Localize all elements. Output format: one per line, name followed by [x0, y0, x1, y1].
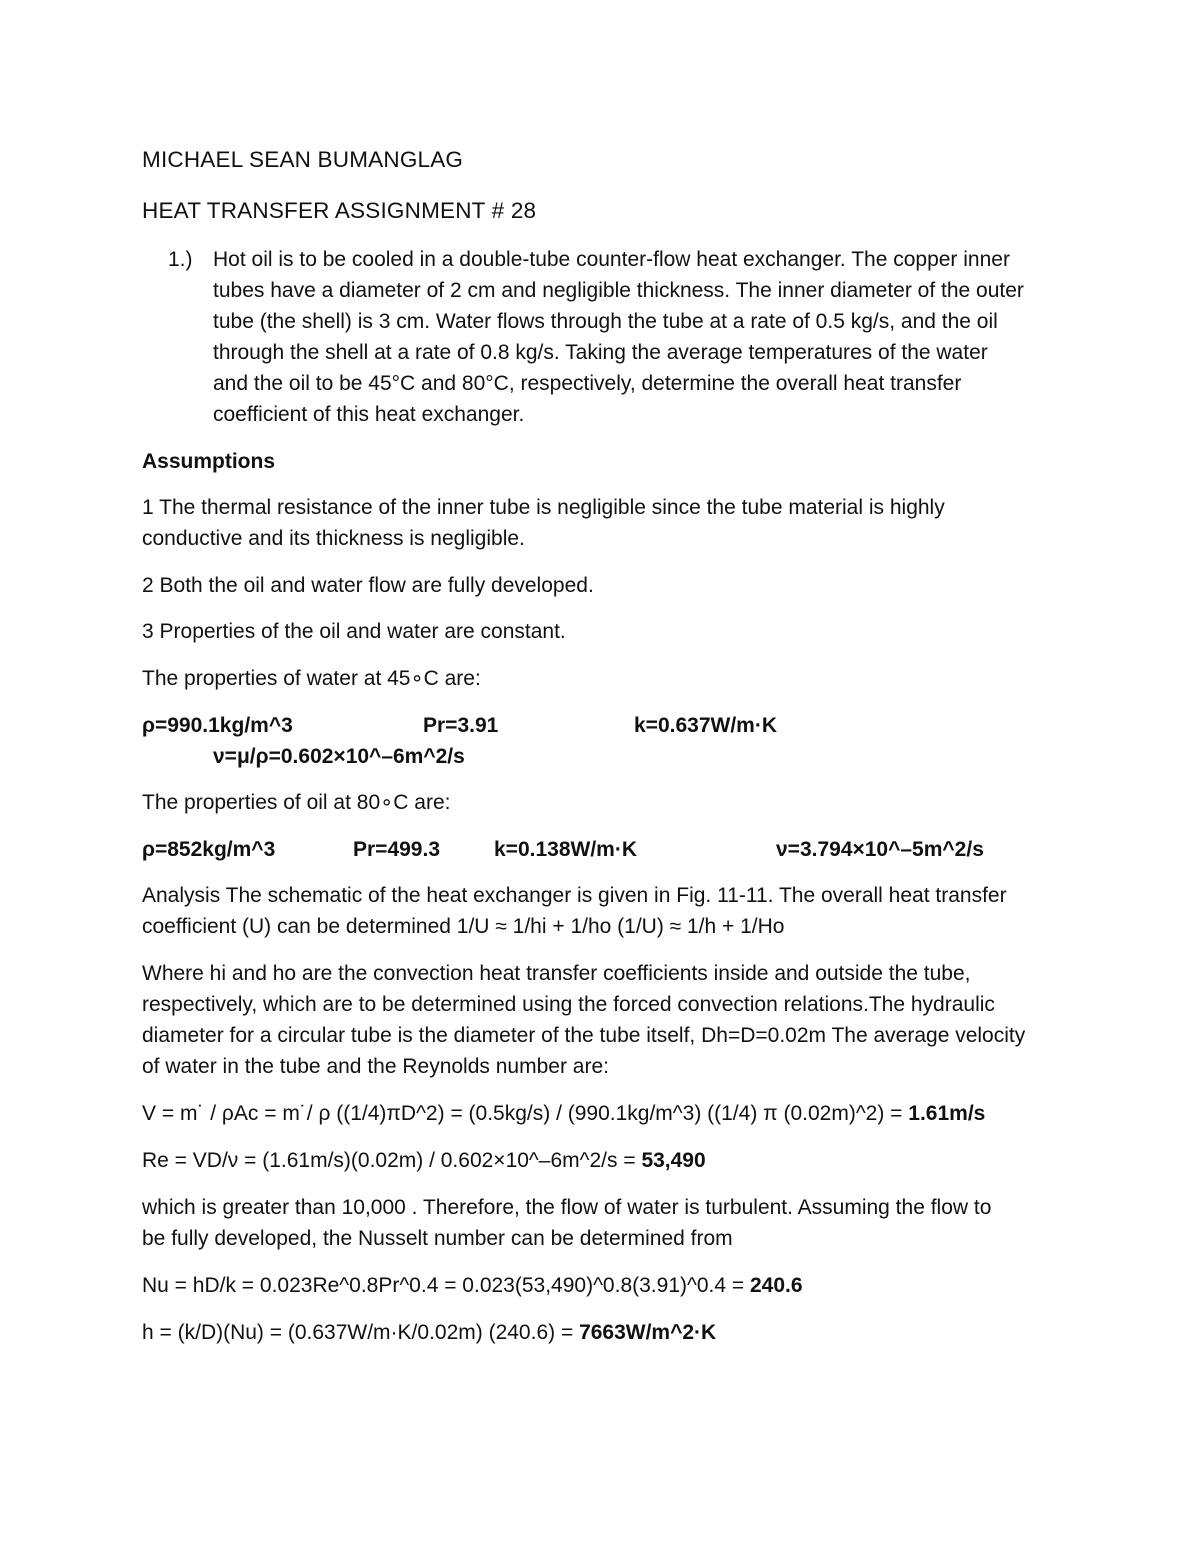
assumption-2: 2 Both the oil and water flow are fully developed. — [142, 574, 594, 597]
nusselt-result: 240.6 — [749, 1274, 803, 1297]
water-viscosity: ν=μ/ρ=0.602×10^–6m^2/s — [213, 745, 465, 768]
problem-number: 1.) — [168, 248, 193, 271]
assumption-1-cont: conductive and its thickness is negligible. — [142, 527, 525, 550]
nusselt-equation-text: Nu = hD/k = 0.023Re^0.8Pr^0.4 = 0.023(53,490)^0.8(3.91)^0.4 = — [142, 1274, 750, 1297]
problem-line: coefficient of this heat exchanger. — [213, 403, 525, 426]
author-name: MICHAEL SEAN BUMANGLAG — [142, 147, 464, 172]
water-density: ρ=990.1kg/m^3 — [142, 714, 293, 737]
assignment-title: HEAT TRANSFER ASSIGNMENT # 28 — [142, 198, 537, 223]
velocity-result: 1.61m/s — [908, 1102, 986, 1125]
convection-paragraph: Where hi and ho are the convection heat transfer coefficients inside and outside the tube, — [142, 962, 971, 985]
oil-conductivity: k=0.138W/m·K — [494, 838, 637, 861]
analysis-paragraph: Analysis The schematic of the heat exchanger is given in Fig. 11-11. The overall heat transfer — [142, 884, 1007, 907]
oil-viscosity: ν=3.794×10^–5m^2/s — [776, 838, 984, 861]
problem-line: tubes have a diameter of 2 cm and negligible thickness. The inner diameter of the outer — [213, 279, 1024, 302]
convection-paragraph-cont: diameter for a circular tube is the diameter of the tube itself, Dh=D=0.02m The average velocity — [142, 1024, 1026, 1047]
problem-line: Hot oil is to be cooled in a double-tube counter-flow heat exchanger. The copper inner — [213, 248, 1010, 271]
water-properties-intro: The properties of water at 45∘C are: — [142, 667, 481, 690]
problem-line: and the oil to be 45°C and 80°C, respectively, determine the overall heat transfer — [213, 372, 962, 395]
velocity-equation-text: V = m˙ / ρAc = m˙/ ρ ((1/4)πD^2) = (0.5kg/s) / (990.1kg/m^3) ((1/4) π (0.02m)^2) = — [142, 1102, 909, 1125]
analysis-paragraph-cont: coefficient (U) can be determined 1/U ≈ 1/hi + 1/ho (1/U) ≈ 1/h + 1/Ho — [142, 915, 785, 938]
reynolds-result: 53,490 — [641, 1149, 706, 1172]
assumption-3: 3 Properties of the oil and water are constant. — [142, 620, 566, 643]
convection-paragraph-cont: respectively, which are to be determined using the forced convection relations.The hydraulic — [142, 993, 995, 1016]
h-equation — [142, 1317, 716, 1348]
oil-properties-intro: The properties of oil at 80∘C are: — [142, 791, 451, 814]
assumptions-heading: Assumptions — [142, 450, 276, 473]
velocity-equation — [142, 1098, 985, 1129]
problem-line: through the shell at a rate of 0.8 kg/s. Taking the average temperatures of the water — [213, 341, 988, 364]
problem-line: tube (the shell) is 3 cm. Water flows through the tube at a rate of 0.5 kg/s, and the oil — [213, 310, 998, 333]
water-prandtl: Pr=3.91 — [423, 714, 499, 737]
h-result: 7663W/m^2·K — [579, 1321, 717, 1344]
assumption-1: 1 The thermal resistance of the inner tube is negligible since the tube material is highly — [142, 496, 945, 519]
oil-prandtl: Pr=499.3 — [353, 838, 440, 861]
turbulence-paragraph-cont: be fully developed, the Nusselt number can be determined from — [142, 1227, 733, 1250]
turbulence-paragraph: which is greater than 10,000 . Therefore, the flow of water is turbulent. Assuming the flow to — [142, 1196, 992, 1219]
convection-paragraph-cont: of water in the tube and the Reynolds number are: — [142, 1055, 609, 1078]
reynolds-equation-text: Re = VD/ν = (1.61m/s)(0.02m) / 0.602×10^–6m^2/s = — [142, 1149, 642, 1172]
water-conductivity: k=0.637W/m·K — [634, 714, 777, 737]
oil-density: ρ=852kg/m^3 — [142, 838, 276, 861]
nusselt-equation — [142, 1270, 803, 1301]
h-equation-text: h = (k/D)(Nu) = (0.637W/m·K/0.02m) (240.6) = — [142, 1321, 580, 1344]
reynolds-equation — [142, 1145, 706, 1176]
